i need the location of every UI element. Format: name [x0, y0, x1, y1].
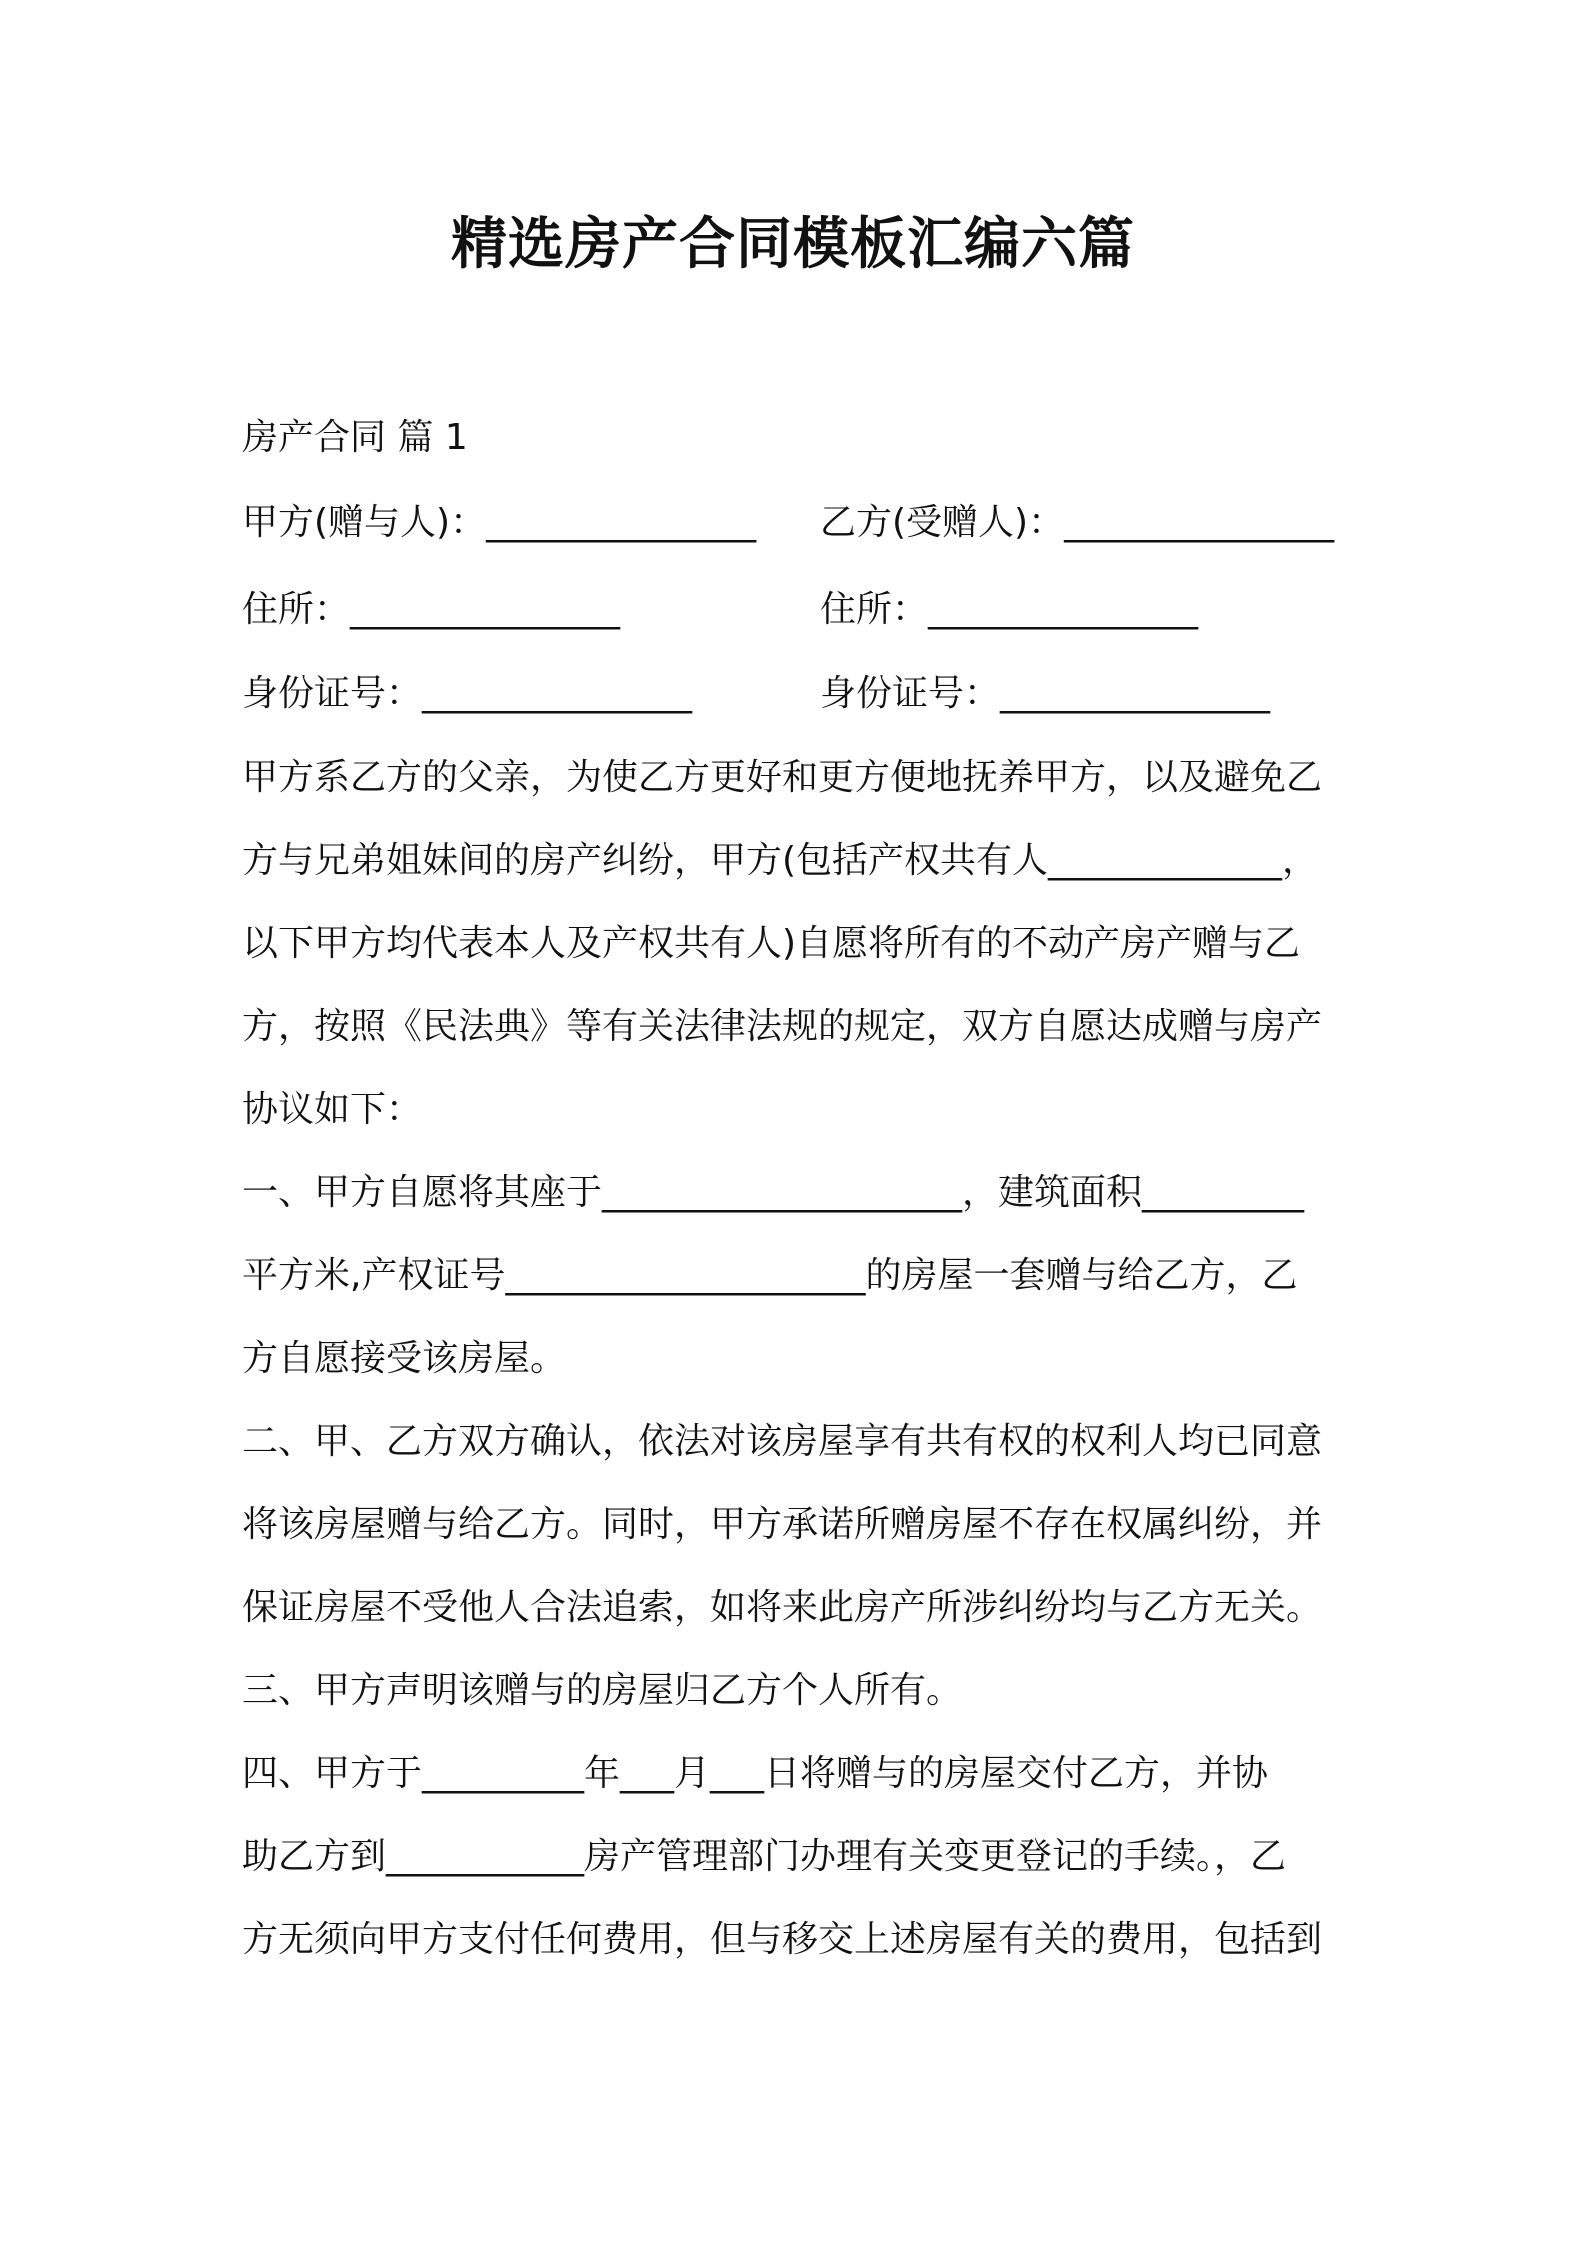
- body-line: 甲方系乙方的父亲，为使乙方更好和更方便地抚养甲方，以及避免乙: [242, 757, 1323, 798]
- id-number-b-field: 身份证号：_______________: [820, 673, 1271, 714]
- body-line: 一、甲方自愿将其座于____________________，建筑面积_________: [242, 1172, 1305, 1213]
- body-line: 方自愿接受该房屋。: [242, 1338, 567, 1379]
- body-line: 方，按照《民法典》等有关法律法规的规定，双方自愿达成赠与房产: [242, 1006, 1323, 1047]
- body-line: 平方米,产权证号____________________的房屋一套赠与给乙方，乙: [242, 1255, 1298, 1296]
- section-heading: 房产合同 篇 1: [242, 417, 468, 458]
- body-line: 方与兄弟姐妹间的房产纠纷，甲方(包括产权共有人_____________，: [242, 840, 1319, 881]
- body-line: 方无须向甲方支付任何费用，但与移交上述房屋有关的费用，包括到: [242, 1919, 1323, 1960]
- body-line: 保证房屋不受他人合法追索，如将来此房产所涉纠纷均与乙方无关。: [242, 1587, 1323, 1628]
- body-line: 助乙方到___________房产管理部门办理有关变更登记的手续。，乙: [242, 1836, 1287, 1877]
- party-b-field: 乙方(受赠人)：_______________: [820, 502, 1335, 543]
- body-line: 协议如下：: [242, 1089, 423, 1130]
- document-title: 精选房产合同模板汇编六篇: [451, 212, 1135, 277]
- body-line: 三、甲方声明该赠与的房屋归乙方个人所有。: [242, 1670, 963, 1711]
- address-a-field: 住所：_______________: [242, 589, 621, 630]
- party-a-field: 甲方(赠与人)：_______________: [242, 502, 757, 543]
- address-b-field: 住所：_______________: [820, 589, 1199, 630]
- body-line: 二、甲、乙方双方确认，依法对该房屋享有共有权的权利人均已同意: [242, 1421, 1323, 1462]
- body-line: 四、甲方于_________年___月___日将赠与的房屋交付乙方，并协: [242, 1753, 1269, 1794]
- body-line: 将该房屋赠与给乙方。同时，甲方承诺所赠房屋不存在权属纠纷，并: [242, 1504, 1323, 1545]
- id-number-a-field: 身份证号：_______________: [242, 673, 693, 714]
- body-line: 以下甲方均代表本人及产权共有人)自愿将所有的不动产房产赠与乙: [242, 923, 1301, 964]
